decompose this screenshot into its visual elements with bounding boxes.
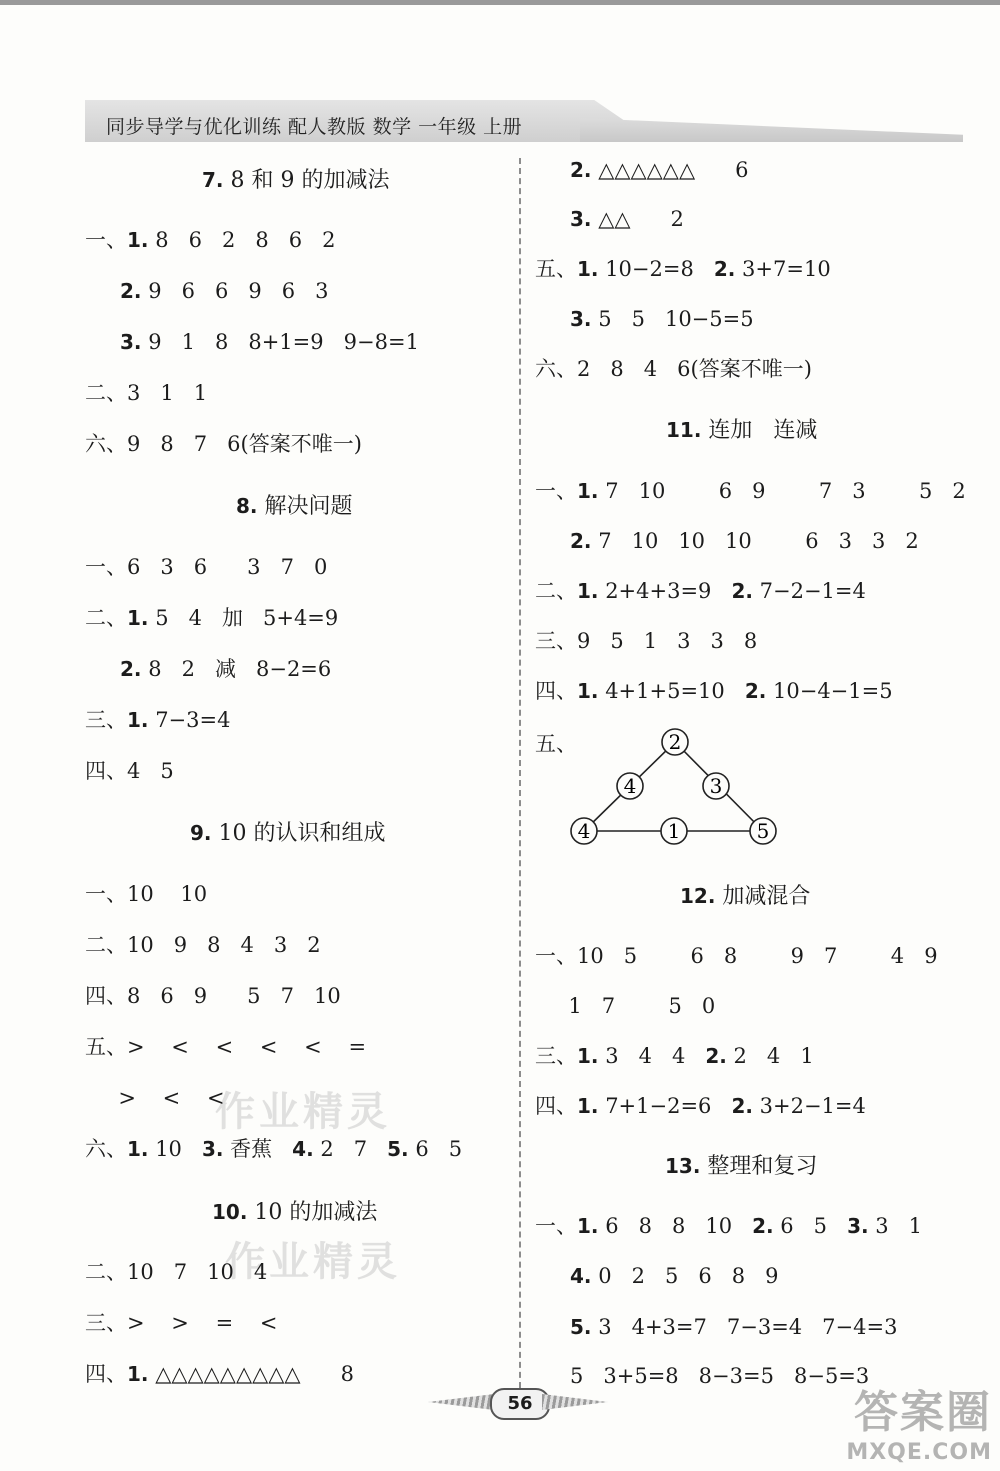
watermark: 作业精灵 (215, 1089, 391, 1135)
answer-line: 三、1. 3 4 4 2. 2 4 1 (535, 1044, 814, 1068)
answer-line: 一、1. 7 10 6 9 7 3 5 2 (535, 479, 966, 503)
answer-line: 二、1. 5 4 加 5+4=9 (85, 606, 339, 630)
answer-line: 2. 8 2 减 8−2=6 (120, 657, 332, 681)
answer-line: 3. △△ 2 (570, 207, 684, 231)
answer-line: 三、1. 7−3=4 (85, 708, 231, 732)
page-number-ornament (428, 1388, 608, 1418)
section-title-13: 13. 整理和复习 (665, 1154, 818, 1179)
answer-line: 5. 3 4+3=7 7−3=4 7−4=3 (570, 1315, 898, 1339)
answer-line: 六、9 8 7 6(答案不唯一) (85, 432, 362, 456)
page-number: 56 (490, 1388, 550, 1420)
answer-line: 四、1. 7+1−2=6 2. 3+2−1=4 (535, 1094, 866, 1118)
answer-line: 二、10 7 10 4 (85, 1260, 268, 1284)
svg-text:2: 2 (668, 730, 682, 754)
section-title-10: 10. 10 的加减法 (212, 1200, 378, 1225)
answer-line: 2. 7 10 10 10 6 3 3 2 (570, 529, 919, 553)
answer-line: 四、1. 4+1+5=10 2. 10−4−1=5 (535, 679, 893, 703)
section-title-12: 12. 加减混合 (680, 884, 811, 909)
answer-line: 六、2 8 4 6(答案不唯一) (535, 357, 812, 381)
watermark: 作业精灵 (225, 1239, 401, 1285)
answer-line: 四、8 6 9 5 7 10 (85, 984, 341, 1008)
circle-node (703, 773, 729, 799)
svg-text:1: 1 (667, 819, 681, 843)
answer-line: 一、1. 8 6 2 8 6 2 (85, 228, 336, 252)
answer-line: 2. 9 6 6 9 6 3 (120, 279, 329, 303)
answer-line: > < < (85, 1086, 225, 1110)
answer-line: 5 3+5=8 8−3=5 8−5=3 (570, 1364, 870, 1388)
section-title-9: 9. 10 的认识和组成 (190, 821, 386, 846)
answer-line: 一、6 3 6 3 7 0 (85, 555, 328, 579)
answer-line: 三、9 5 1 3 3 8 (535, 629, 758, 653)
top-rule (0, 0, 1000, 5)
answer-line: 一、1. 6 8 8 10 2. 6 5 3. 3 1 (535, 1214, 923, 1238)
circle-node (571, 818, 597, 844)
answer-line: 四、4 5 (85, 759, 174, 783)
column-divider (519, 158, 521, 1398)
answer-line: 一、10 5 6 8 9 7 4 9 (535, 944, 938, 968)
ornament-left-wing (428, 1394, 494, 1410)
svg-text:3: 3 (709, 774, 723, 798)
ornament-right-wing (542, 1394, 608, 1410)
answer-line: 三、> > = < (85, 1311, 278, 1335)
watermark-logo: 答案圈 MXQE.COM (846, 1387, 992, 1465)
answer-line: 一、10 10 (85, 882, 208, 906)
answer-line: 4. 0 2 5 6 8 9 (570, 1264, 779, 1288)
answer-line: 1 7 5 0 (535, 994, 716, 1018)
svg-text:4: 4 (623, 774, 637, 798)
circle-node (661, 818, 687, 844)
svg-text:4: 4 (577, 819, 591, 843)
answer-line: 六、1. 10 3. 香蕉 4. 2 7 5. 6 5 (85, 1137, 463, 1161)
answer-line: 五、> < < < < = (85, 1035, 367, 1059)
answer-line: 3. 5 5 10−5=5 (570, 307, 754, 331)
running-header: 同步导学与优化训练 配人教版 数学 一年级 上册 (106, 116, 523, 138)
answer-line: 二、1. 2+4+3=9 2. 7−2−1=4 (535, 579, 866, 603)
answer-line: 四、1. △△△△△△△△△ 8 (85, 1362, 354, 1386)
answer-line: 二、10 9 8 4 3 2 (85, 933, 321, 957)
answer-line: 五、 (535, 732, 577, 756)
answer-line: 二、3 1 1 (85, 381, 208, 405)
section-title-7: 7. 8 和 9 的加减法 (202, 168, 390, 193)
answer-line: 2. △△△△△△ 6 (570, 158, 749, 182)
circle-node (662, 729, 688, 755)
circle-node (617, 773, 643, 799)
number-triangle-diagram (560, 725, 790, 855)
section-title-8: 8. 解决问题 (236, 494, 353, 519)
circle-node (750, 818, 776, 844)
svg-text:5: 5 (756, 819, 770, 843)
header-band-tail (580, 118, 963, 142)
answer-line: 3. 9 1 8 8+1=9 9−8=1 (120, 330, 419, 354)
section-title-11: 11. 连加 连减 (666, 418, 818, 443)
answer-line: 五、1. 10−2=8 2. 3+7=10 (535, 257, 831, 281)
